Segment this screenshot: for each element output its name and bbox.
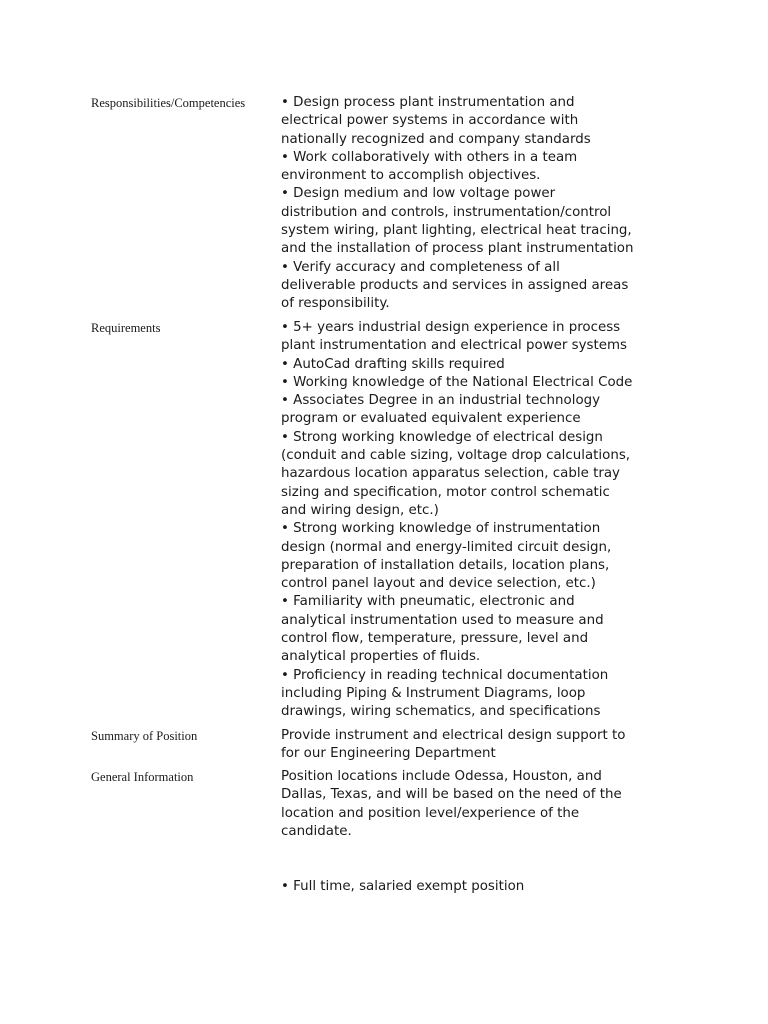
section-content	[281, 727, 701, 764]
section-label: General Information	[91, 770, 194, 784]
content-line: control panel layout and device selection, etc.)	[281, 576, 596, 592]
content-line: • Working knowledge of the National Electrical Code	[281, 374, 633, 390]
content-line: • 5+ years industrial design experience in process	[281, 320, 621, 335]
section-label: Summary of Position	[91, 729, 198, 743]
content-line: • Design medium and low voltage power	[281, 186, 556, 202]
content-line: Position locations include Odessa, Houston, and	[281, 769, 602, 784]
content-line: design (normal and energy-limited circuit design,	[281, 539, 612, 555]
content-line: • Design process plant instrumentation and	[281, 95, 575, 110]
content-line: analytical properties of fluids.	[281, 649, 481, 665]
content-line: electrical power systems in accordance with	[281, 113, 579, 129]
content-line: • Strong working knowledge of instrumentation	[281, 521, 601, 537]
content-line: analytical instrumentation used to measure and	[281, 612, 604, 628]
content-line: • Work collaboratively with others in a team	[281, 149, 578, 165]
content-line: • AutoCad drafting skills required	[281, 356, 505, 372]
content-line: control flow, temperature, pressure, level and	[281, 631, 589, 647]
content-line: • Proficiency in reading technical documentation	[281, 667, 609, 683]
content-line: • Strong working knowledge of electrical design	[281, 429, 603, 445]
content-line: location and position level/experience of the	[281, 805, 580, 821]
content-line: preparation of installation details, location plans,	[281, 557, 610, 573]
section-label: Responsibilities/Competencies	[91, 96, 246, 110]
content-line: Dallas, Texas, and will be based on the need of the	[281, 787, 622, 803]
content-line: system wiring, plant lighting, electrical heat tracing,	[281, 223, 632, 239]
content-line: deliverable products and services in assigned areas	[281, 277, 629, 293]
content-line: sizing and specification, motor control schematic	[281, 484, 610, 500]
content-line: and the installation of process plant instrumentation	[281, 241, 634, 257]
content-line: • Associates Degree in an industrial technology	[281, 393, 601, 409]
content-line: and wiring design, etc.)	[281, 502, 439, 518]
blank-line	[281, 841, 701, 859]
content-line: drawings, wiring schematics, and specifications	[281, 704, 601, 720]
content-line: nationally recognized and company standards	[281, 131, 591, 147]
content-line: • Full time, salaried exempt position	[281, 878, 525, 894]
blank-line	[281, 859, 701, 877]
content-line: plant instrumentation and electrical power systems	[281, 338, 628, 354]
section-content	[281, 768, 701, 896]
content-line: of responsibility.	[281, 296, 390, 312]
content-line: including Piping & Instrument Diagrams, loop	[281, 685, 586, 701]
content-line: environment to accomplish objectives.	[281, 168, 541, 184]
content-line: candidate.	[281, 823, 352, 839]
section-content	[281, 94, 701, 314]
content-line: program or evaluated equivalent experience	[281, 411, 581, 427]
content-line: distribution and controls, instrumentation/control	[281, 204, 612, 220]
content-line: • Familiarity with pneumatic, electronic and	[281, 594, 575, 610]
content-line: (conduit and cable sizing, voltage drop calculations,	[281, 448, 631, 464]
content-line: • Verify accuracy and completeness of all	[281, 259, 560, 275]
section-label: Requirements	[91, 321, 161, 335]
content-line: Provide instrument and electrical design support to	[281, 728, 626, 743]
content-line: hazardous location apparatus selection, cable tray	[281, 466, 620, 482]
section-content	[281, 319, 701, 722]
content-line: for our Engineering Department	[281, 746, 496, 762]
